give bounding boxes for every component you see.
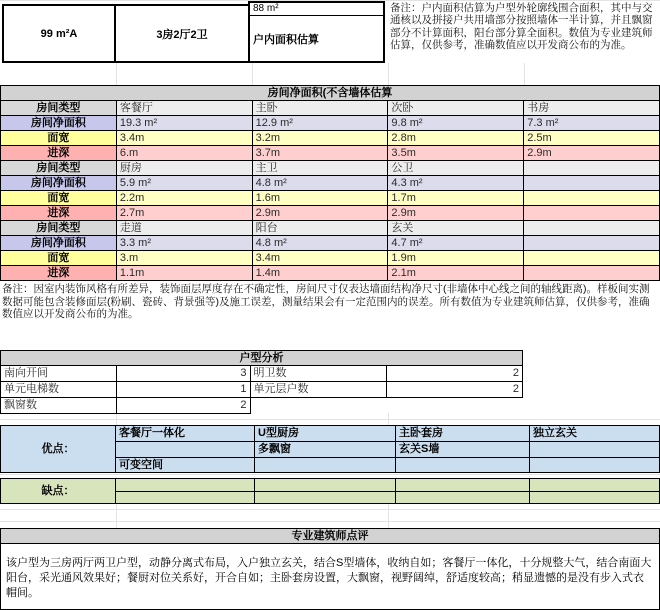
pros-cell bbox=[396, 458, 530, 473]
cell: 9.8 m² bbox=[388, 116, 524, 131]
analysis-label: 单元层户数 bbox=[251, 382, 388, 398]
pros-cell bbox=[530, 458, 660, 473]
analysis-label: 南向开间 bbox=[1, 366, 117, 382]
row-label-type: 房间类型 bbox=[1, 221, 117, 236]
cell: 2.9m bbox=[253, 206, 389, 221]
table-row bbox=[1, 221, 660, 236]
row-label-depth: 进深 bbox=[1, 146, 117, 161]
cons-cell bbox=[116, 492, 255, 504]
cell: 6.m bbox=[117, 146, 253, 161]
cell: 3.3 m² bbox=[117, 236, 253, 251]
cell: 2.7m bbox=[117, 206, 253, 221]
analysis-value: 2 bbox=[387, 382, 523, 398]
cons-cell bbox=[255, 492, 396, 504]
unit-area-text: 99 m²A bbox=[40, 27, 78, 40]
cell: 厨房 bbox=[117, 161, 253, 176]
cell: 次卧 bbox=[388, 101, 524, 116]
table-title-row bbox=[1, 86, 660, 101]
cell: 5.9 m² bbox=[117, 176, 253, 191]
pros-section bbox=[0, 425, 660, 473]
gridline bbox=[0, 509, 660, 510]
cons-cell bbox=[530, 479, 660, 492]
indoor-area-value: 88 m² bbox=[250, 3, 383, 16]
gridline bbox=[0, 474, 660, 475]
table-row bbox=[1, 266, 660, 281]
cell: 19.3 m² bbox=[117, 116, 253, 131]
table-row bbox=[1, 398, 523, 414]
cons-cell bbox=[530, 492, 660, 504]
review-text: 该户型为三房两厅两卫户型，动静分离式布局，入户独立玄关，结合S型墙体，收纳自如；客餐厅一体化，十分规整大气，结合南面大阳台，采光通风效果好；餐厨对位关系好，开合自如；主卧套房设置，大飘窗，视野阔绰，舒适度较高；稍显遗憾的是没有步入式衣帽间。 bbox=[0, 544, 660, 610]
pros-cell: 客餐厅一体化 bbox=[116, 426, 255, 442]
review-title: 专业建筑师点评 bbox=[1, 529, 660, 544]
pros-cell: 独立玄关 bbox=[530, 426, 660, 442]
gridline bbox=[388, 413, 389, 425]
analysis-label: 单元电梯数 bbox=[1, 382, 117, 398]
gridline bbox=[116, 503, 117, 528]
pros-cell: 主卧套房 bbox=[396, 426, 530, 442]
cell: 4.8 m² bbox=[253, 176, 389, 191]
cell: 2.5m bbox=[524, 131, 660, 146]
unit-area-box bbox=[2, 4, 116, 63]
cons-cell bbox=[116, 479, 255, 492]
cell: 3.5m bbox=[388, 146, 524, 161]
gridline bbox=[116, 413, 117, 425]
table-row bbox=[1, 191, 660, 206]
cell: 客餐厅 bbox=[117, 101, 253, 116]
analysis-table bbox=[0, 350, 523, 414]
indoor-area-box bbox=[248, 1, 385, 63]
top-note: 备注：户内面积估算为户型外轮廓线围合面积，其中与交通核以及拼接户共用墙部分按照墙体一半计算，并且飘窗部分不计算面积，阳台部分算全面积。数值为专业建筑师估算，仅供参考，准确数值应以开发商公布的为准。 bbox=[390, 2, 653, 52]
table-row bbox=[116, 492, 660, 504]
row-label-type: 房间类型 bbox=[1, 101, 117, 116]
cell: 2.9m bbox=[524, 146, 660, 161]
room-table-note: 备注：因室内装饰风格有所差异，装饰面层厚度存在不确定性，房间尺寸仅表达墙面结构净尺寸(非墙体中心线之间的轴线距离)。样板间实测数据可能包含装修面层(粉刷、瓷砖、背景强等)及施工误差，测量结果会有一定范围内的误差。所有数值为专业建筑师估算，仅供参考，准确数值应以开发商公布的为准。 bbox=[2, 283, 650, 321]
cell: 1.4m bbox=[253, 266, 389, 281]
gridline bbox=[116, 63, 117, 85]
row-label-width: 面宽 bbox=[1, 131, 117, 146]
table-row bbox=[116, 426, 660, 442]
row-label-width: 面宽 bbox=[1, 191, 117, 206]
room-table-title: 房间净面积(不含墙体估算 bbox=[1, 86, 660, 101]
cons-grid bbox=[116, 479, 660, 504]
cell: 主卫 bbox=[253, 161, 389, 176]
room-area-table bbox=[0, 85, 660, 281]
gridline bbox=[388, 63, 389, 85]
analysis-title: 户型分析 bbox=[1, 351, 523, 366]
cell bbox=[524, 236, 660, 251]
cell: 3.4m bbox=[253, 251, 389, 266]
table-row bbox=[1, 146, 660, 161]
pros-label: 优点： bbox=[1, 426, 116, 473]
cell bbox=[524, 206, 660, 221]
gridline bbox=[0, 521, 660, 522]
row-label-width: 面宽 bbox=[1, 251, 117, 266]
row-label-depth: 进深 bbox=[1, 266, 117, 281]
cell: 玄关 bbox=[388, 221, 524, 236]
table-row bbox=[116, 442, 660, 458]
table-row bbox=[1, 366, 523, 382]
pros-cell: U型厨房 bbox=[255, 426, 396, 442]
gridline bbox=[388, 503, 389, 528]
pros-cell bbox=[255, 458, 396, 473]
pros-grid bbox=[116, 426, 660, 473]
cell: 2.1m bbox=[388, 266, 524, 281]
row-label-area: 房间净面积 bbox=[1, 236, 117, 251]
cell bbox=[524, 176, 660, 191]
analysis-value: 3 bbox=[117, 366, 251, 382]
analysis-value: 2 bbox=[387, 366, 523, 382]
cell: 2.2m bbox=[117, 191, 253, 206]
cons-cell bbox=[255, 479, 396, 492]
cell: 主卧 bbox=[253, 101, 389, 116]
review-section bbox=[0, 528, 660, 610]
row-label-depth: 进深 bbox=[1, 206, 117, 221]
cell bbox=[524, 221, 660, 236]
cons-section bbox=[0, 478, 660, 504]
cell: 2.8m bbox=[388, 131, 524, 146]
cell: 1.6m bbox=[253, 191, 389, 206]
cell: 阳台 bbox=[253, 221, 389, 236]
table-row bbox=[1, 236, 660, 251]
table-row bbox=[1, 131, 660, 146]
table-row bbox=[116, 458, 660, 473]
unit-layout-text: 3房2厅2卫 bbox=[156, 28, 208, 41]
cell: 走道 bbox=[117, 221, 253, 236]
row-label-area: 房间净面积 bbox=[1, 116, 117, 131]
analysis-value: 1 bbox=[117, 382, 251, 398]
cell: 4.7 m² bbox=[388, 236, 524, 251]
indoor-area-label: 户内面积估算 bbox=[253, 33, 319, 46]
cell: 1.1m bbox=[117, 266, 253, 281]
cell bbox=[524, 191, 660, 206]
table-row bbox=[1, 176, 660, 191]
pros-cell: 可变空间 bbox=[116, 458, 255, 473]
cell: 7.3 m² bbox=[524, 116, 660, 131]
table-row bbox=[1, 161, 660, 176]
cell bbox=[524, 161, 660, 176]
pros-cell: 多飘窗 bbox=[255, 442, 396, 458]
row-label-area: 房间净面积 bbox=[1, 176, 117, 191]
cons-label: 缺点： bbox=[1, 479, 116, 504]
cell: 4.8 m² bbox=[253, 236, 389, 251]
table-row bbox=[1, 101, 660, 116]
table-row bbox=[1, 206, 660, 221]
table-row bbox=[1, 382, 523, 398]
cell: 3.2m bbox=[253, 131, 389, 146]
cons-cell bbox=[396, 492, 530, 504]
gridline bbox=[0, 419, 660, 420]
cell bbox=[524, 251, 660, 266]
pros-cell: 玄关S墙 bbox=[396, 442, 530, 458]
analysis-label: 飘窗数 bbox=[1, 398, 117, 414]
cell: 书房 bbox=[524, 101, 660, 116]
cell: 3.4m bbox=[117, 131, 253, 146]
cell: 公卫 bbox=[388, 161, 524, 176]
gridline bbox=[252, 63, 253, 85]
row-label-type: 房间类型 bbox=[1, 161, 117, 176]
cell bbox=[524, 266, 660, 281]
cell: 2.9m bbox=[388, 206, 524, 221]
cell: 4.3 m² bbox=[388, 176, 524, 191]
pros-cell bbox=[116, 442, 255, 458]
gridline bbox=[524, 63, 525, 85]
cell: 1.7m bbox=[388, 191, 524, 206]
cell: 1.9m bbox=[388, 251, 524, 266]
cell: 3.m bbox=[117, 251, 253, 266]
unit-layout-box bbox=[114, 4, 250, 63]
pros-cell bbox=[530, 442, 660, 458]
table-row bbox=[1, 251, 660, 266]
table-row bbox=[116, 479, 660, 492]
analysis-label: 明卫数 bbox=[251, 366, 388, 382]
cell: 12.9 m² bbox=[253, 116, 389, 131]
cell: 3.7m bbox=[253, 146, 389, 161]
analysis-value: 2 bbox=[117, 398, 251, 414]
table-row bbox=[1, 116, 660, 131]
analysis-empty-area bbox=[251, 398, 523, 414]
table-title-row bbox=[1, 351, 523, 366]
cons-cell bbox=[396, 479, 530, 492]
